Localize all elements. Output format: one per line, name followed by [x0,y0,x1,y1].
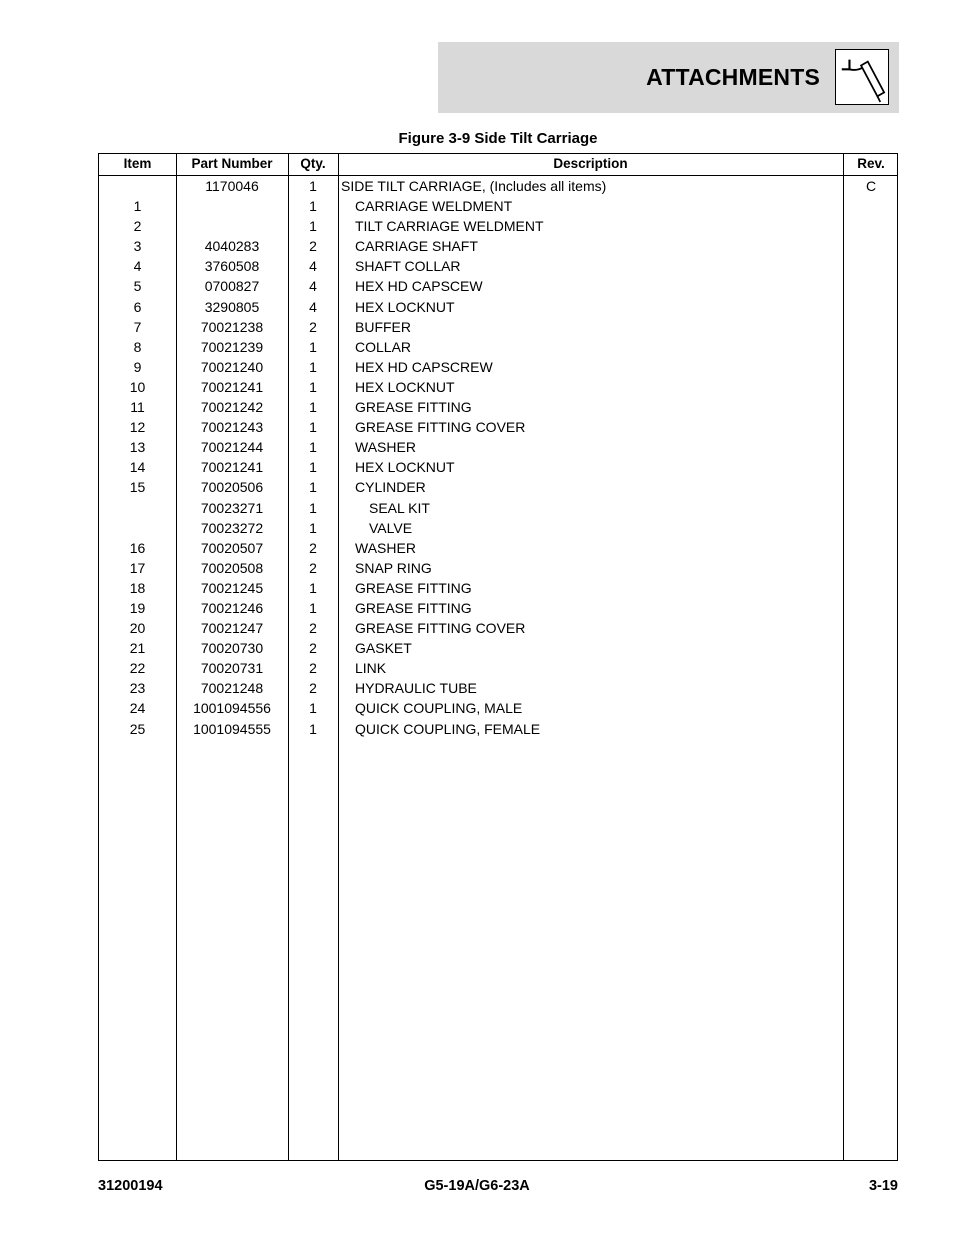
table-body [99,176,897,739]
table-row [99,397,897,417]
table-row [99,477,897,497]
figure-title: Figure 3-9 Side Tilt Carriage [398,130,598,147]
cell-item: 8 [133,338,142,355]
cell-part-number: 70021238 [200,318,264,335]
cell-part-number: 70021243 [200,419,264,436]
cell-part-number: 3290805 [204,298,260,315]
cell-part-number: 70021241 [200,459,264,476]
table-row [99,658,897,678]
table-row [99,498,897,518]
table-header [99,154,897,175]
header-part-number: Part Number [191,156,273,171]
cell-item: 19 [129,599,146,616]
cell-item: 12 [129,419,146,436]
cell-description: VALVE [369,519,413,536]
cell-item: 22 [129,660,146,677]
cell-qty: 2 [309,238,317,255]
cell-item: 6 [133,298,142,315]
cell-part-number: 70021244 [200,439,264,456]
cell-item: 16 [129,539,146,556]
cell-description: HYDRAULIC TUBE [355,680,477,697]
cell-description: SHAFT COLLAR [355,258,461,275]
table-row [99,558,897,578]
table-row [99,256,897,276]
cell-item: 25 [129,720,146,737]
cell-item: 20 [129,620,146,637]
cell-qty: 1 [309,459,317,476]
cell-description: CARRIAGE SHAFT [355,238,478,255]
cell-qty: 2 [309,640,317,657]
cell-description: SNAP RING [355,559,432,576]
cell-part-number: 0700827 [204,278,260,295]
cell-qty: 1 [309,178,317,194]
cell-item: 10 [129,378,146,395]
table-row [99,216,897,236]
cell-item: 14 [129,459,146,476]
header-description: Description [553,156,628,171]
cell-item: 11 [130,399,145,416]
cell-description: QUICK COUPLING, MALE [355,700,523,717]
cell-item: 18 [129,579,146,596]
cell-description: HEX LOCKNUT [355,459,455,476]
cell-description: CYLINDER [355,479,426,496]
cell-item: 24 [129,700,146,717]
cell-qty: 4 [309,278,317,295]
table-row [99,638,897,658]
cell-qty: 1 [309,378,317,395]
header-item: Item [123,156,152,171]
table-row [99,417,897,437]
table-row [99,176,897,196]
table-row [99,618,897,638]
cell-description: GREASE FITTING COVER [355,620,526,637]
cell-qty: 1 [309,700,317,717]
cell-qty: 1 [309,519,317,536]
table-row [99,598,897,618]
cell-description: CARRIAGE WELDMENT [355,198,513,215]
cell-qty: 1 [309,599,317,616]
cell-part-number: 70021247 [200,620,264,637]
cell-item: 23 [129,680,146,697]
cell-description: GREASE FITTING COVER [355,419,526,436]
cell-part-number: 70021240 [200,358,264,375]
cell-qty: 1 [309,358,317,375]
cell-description: WASHER [355,539,416,556]
cell-item: 3 [133,238,142,255]
cell-part-number: 1001094556 [193,700,271,717]
cell-description: QUICK COUPLING, FEMALE [355,720,541,737]
table-row [99,538,897,558]
cell-part-number: 4040283 [204,238,260,255]
doc-number: 31200194 [98,1178,163,1194]
cell-description: SIDE TILT CARRIAGE, (Includes all items) [341,178,607,194]
cell-item: 9 [133,358,142,375]
cell-qty: 2 [309,680,317,697]
table-row [99,276,897,296]
cell-description: GREASE FITTING [355,579,472,596]
cell-description: WASHER [355,439,416,456]
cell-part-number: 3760508 [204,258,260,275]
table-row [99,357,897,377]
cell-part-number: 70021245 [200,579,264,596]
cell-qty: 1 [309,499,317,516]
welding-torch-icon [835,49,889,105]
table-row [99,698,897,718]
cell-qty: 1 [309,338,317,355]
cell-description: BUFFER [355,318,411,335]
model-number: G5-19A/G6-23A [424,1178,530,1194]
cell-qty: 1 [309,479,317,496]
cell-qty: 2 [309,660,317,677]
cell-qty: 2 [309,318,317,335]
table-row [99,518,897,538]
cell-part-number: 70021248 [200,680,264,697]
cell-qty: 1 [309,579,317,596]
cell-description: HEX HD CAPSCREW [355,358,493,375]
cell-rev: C [865,178,877,194]
table-row [99,317,897,337]
cell-item: 21 [129,640,146,657]
cell-item: 2 [133,218,142,235]
cell-item: 5 [133,278,142,295]
cell-item: 15 [129,479,146,496]
cell-part-number: 70021246 [200,599,264,616]
cell-qty: 1 [309,218,317,235]
cell-qty: 2 [309,559,317,576]
cell-part-number: 1170046 [205,178,259,194]
cell-item: 1 [133,198,142,215]
cell-part-number: 70021242 [200,399,264,416]
page-number: 3-19 [868,1178,898,1194]
cell-qty: 1 [309,419,317,436]
table-row [99,297,897,317]
cell-qty: 1 [309,198,317,215]
cell-description: HEX HD CAPSCEW [355,278,483,295]
table-row [99,457,897,477]
header-qty: Qty. [300,156,326,171]
cell-description: TILT CARRIAGE WELDMENT [355,218,544,235]
table-row [99,377,897,397]
header-rev: Rev. [857,156,885,171]
cell-part-number: 70023272 [200,519,264,536]
cell-part-number: 70020508 [200,559,264,576]
cell-part-number: 70023271 [200,499,264,516]
cell-qty: 1 [309,720,317,737]
cell-part-number: 70020507 [200,539,264,556]
cell-part-number: 70020506 [200,479,264,496]
cell-qty: 1 [309,439,317,456]
cell-item: 7 [133,318,142,335]
table-row [99,337,897,357]
cell-description: COLLAR [355,338,412,355]
cell-qty: 4 [309,298,317,315]
cell-description: HEX LOCKNUT [355,378,455,395]
table-row [99,719,897,739]
cell-part-number: 70020731 [200,660,264,677]
cell-part-number: 70021241 [200,378,264,395]
cell-description: HEX LOCKNUT [355,298,455,315]
cell-description: SEAL KIT [369,499,430,516]
cell-item: 4 [133,258,142,275]
table-row [99,678,897,698]
cell-item: 17 [129,559,146,576]
table-row [99,437,897,457]
cell-description: GASKET [355,640,412,657]
table-row [99,236,897,256]
table-row [99,578,897,598]
cell-item: 13 [129,439,146,456]
cell-part-number: 70020730 [200,640,264,657]
cell-qty: 2 [309,539,317,556]
section-title: ATTACHMENTS [646,64,820,90]
cell-description: LINK [355,660,387,677]
cell-qty: 4 [309,258,317,275]
parts-table [98,153,898,1161]
cell-qty: 2 [309,620,317,637]
cell-description: GREASE FITTING [355,599,472,616]
table-row [99,196,897,216]
cell-description: GREASE FITTING [355,399,472,416]
section-header [438,42,899,113]
cell-part-number: 70021239 [200,338,264,355]
cell-part-number: 1001094555 [193,720,271,737]
cell-qty: 1 [309,399,317,416]
